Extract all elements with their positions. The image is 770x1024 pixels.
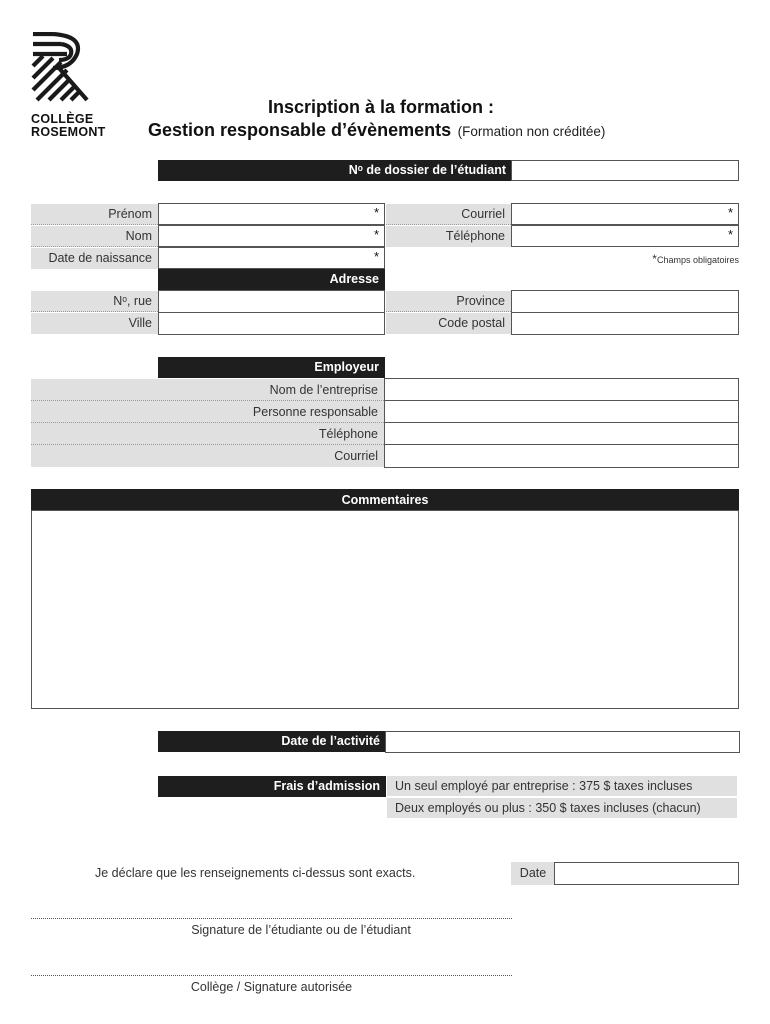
- responsable-label: Personne responsable: [31, 401, 384, 423]
- required-note-text: Champs obligatoires: [656, 255, 739, 265]
- courriel-input[interactable]: [511, 203, 739, 225]
- subtitle-main: Gestion responsable d’évènements: [148, 120, 452, 140]
- student-signature-label: Signature de l’étudiante ou de l’étudiant: [191, 923, 411, 937]
- prenom-input[interactable]: [158, 203, 385, 225]
- activity-date-input[interactable]: [385, 731, 740, 753]
- address-header: Adresse: [158, 269, 385, 290]
- employer-telephone-input[interactable]: [384, 422, 739, 445]
- comments-textarea[interactable]: [31, 510, 739, 709]
- ville-input[interactable]: [158, 312, 385, 335]
- entreprise-input[interactable]: [384, 378, 739, 401]
- responsable-input[interactable]: [384, 400, 739, 423]
- logo-line1: COLLÈGE: [31, 112, 94, 126]
- fee-option-multiple: Deux employés ou plus : 350 $ taxes incluses (chacun): [387, 798, 737, 818]
- required-note: [652, 252, 739, 266]
- logo-line2: ROSEMONT: [31, 125, 106, 139]
- dossier-label: Nᵒ de dossier de l’étudiant: [158, 160, 512, 181]
- telephone-required-mark: *: [728, 227, 734, 242]
- naissance-required-mark: *: [374, 249, 380, 264]
- ville-label: Ville: [31, 313, 158, 334]
- rue-label: Nᵒ, rue: [31, 291, 158, 312]
- page-title: Inscription à la formation :: [268, 97, 495, 117]
- college-signature-line[interactable]: [31, 975, 512, 976]
- telephone-label: Téléphone: [386, 226, 511, 247]
- province-input[interactable]: [511, 290, 739, 313]
- dossier-input[interactable]: [511, 160, 739, 181]
- comments-header: Commentaires: [31, 489, 739, 511]
- naissance-label: Date de naissance: [31, 248, 158, 269]
- declaration-date-label: Date: [511, 862, 555, 885]
- code-postal-input[interactable]: [511, 312, 739, 335]
- courriel-label: Courriel: [386, 204, 511, 225]
- declaration-date-input[interactable]: [554, 862, 739, 885]
- province-label: Province: [386, 291, 511, 312]
- prenom-required-mark: *: [374, 205, 380, 220]
- telephone-input[interactable]: [511, 225, 739, 247]
- rue-input[interactable]: [158, 290, 385, 313]
- courriel-required-mark: *: [728, 205, 734, 220]
- required-note-mark: *: [652, 252, 657, 266]
- employer-telephone-label: Téléphone: [31, 423, 384, 445]
- entreprise-label: Nom de l’entreprise: [31, 379, 384, 401]
- nom-label: Nom: [31, 226, 158, 247]
- prenom-label: Prénom: [31, 204, 158, 225]
- employer-courriel-label: Courriel: [31, 445, 384, 467]
- activity-header: Date de l’activité: [158, 731, 386, 752]
- college-signature-label: Collège / Signature autorisée: [190, 980, 353, 994]
- employer-header: Employeur: [158, 357, 385, 378]
- student-signature-line[interactable]: [31, 918, 512, 919]
- naissance-input[interactable]: [158, 247, 385, 269]
- fees-header: Frais d’admission: [158, 776, 386, 797]
- employer-courriel-input[interactable]: [384, 444, 739, 468]
- rosemont-r-logo-icon: [31, 32, 89, 102]
- fee-option-single: Un seul employé par entreprise : 375 $ taxes incluses: [387, 776, 737, 796]
- nom-required-mark: *: [374, 227, 380, 242]
- college-logo: [31, 32, 111, 142]
- nom-input[interactable]: [158, 225, 385, 247]
- subtitle-suffix: (Formation non créditée): [457, 124, 606, 139]
- code-postal-label: Code postal: [386, 313, 511, 334]
- page-subtitle: [148, 120, 605, 141]
- declaration-text: Je déclare que les renseignements ci-dessus sont exacts.: [95, 866, 416, 880]
